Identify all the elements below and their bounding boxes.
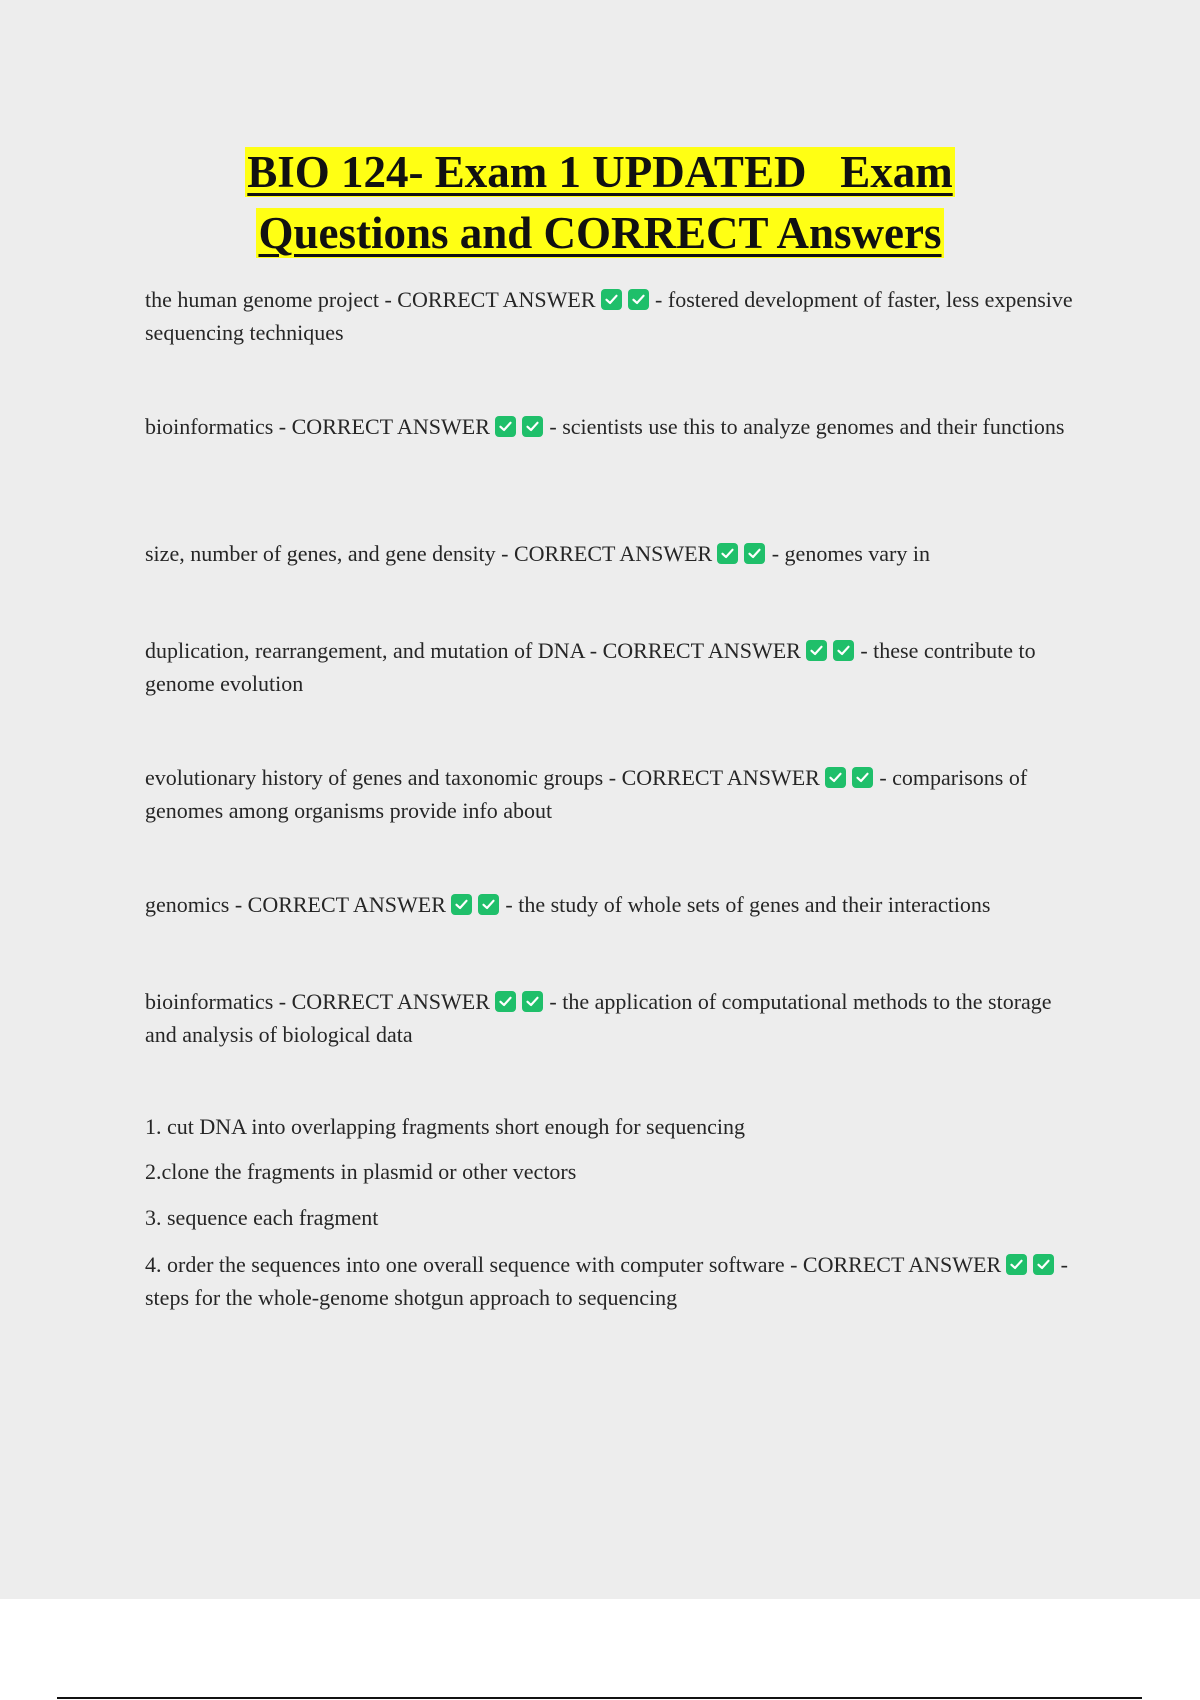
qa-entry [145, 985, 1085, 1051]
qa-entry [145, 634, 1085, 700]
entry-definition: - genomes vary in [771, 541, 930, 566]
check-mark-icon [522, 991, 543, 1012]
check-mark-icon [717, 543, 738, 564]
qa-entry [145, 410, 1085, 443]
entry-definition: - comparisons of genomes among organisms provide info about [145, 765, 1028, 823]
entry-definition: - the application of computational methods to the storage and analysis of biological data [145, 989, 1052, 1047]
check-mark-icon [1006, 1254, 1027, 1275]
check-mark-icon [478, 894, 499, 915]
check-mark-icon [522, 416, 543, 437]
check-mark-icon [833, 640, 854, 661]
step-line-4 [145, 1248, 1085, 1314]
entry-definition: - these contribute to genome evolution [145, 638, 1036, 696]
step-text: 1. cut DNA into overlapping fragments short enough for sequencing [145, 1114, 745, 1139]
qa-entry [145, 537, 1085, 570]
check-mark-icon [495, 991, 516, 1012]
document-title-line-1: BIO 124- Exam 1 UPDATED Exam [247, 147, 953, 197]
entry-definition: - fostered development of faster, less expensive sequencing techniques [145, 287, 1073, 345]
qa-entry [145, 761, 1085, 827]
check-mark-icon [451, 894, 472, 915]
entry-term: 4. order the sequences into one overall sequence with computer software - CORRECT ANSWER [145, 1252, 1002, 1277]
entry-term: bioinformatics - CORRECT ANSWER [145, 989, 490, 1014]
qa-entry [145, 283, 1085, 349]
check-mark-icon [825, 767, 846, 788]
entry-term: size, number of genes, and gene density - CORRECT ANSWER [145, 541, 713, 566]
check-mark-icon [852, 767, 873, 788]
document-title-line-2: Questions and CORRECT Answers [258, 208, 942, 258]
step-line-1 [145, 1110, 1085, 1143]
entry-term: the human genome project - CORRECT ANSWER [145, 287, 596, 312]
entry-term: bioinformatics - CORRECT ANSWER [145, 414, 490, 439]
step-line-2 [145, 1155, 1085, 1188]
title-area [0, 142, 1200, 264]
entry-definition: - the study of whole sets of genes and their interactions [505, 892, 991, 917]
entry-definition: - scientists use this to analyze genomes and their functions [549, 414, 1065, 439]
entry-term: genomics - CORRECT ANSWER [145, 892, 446, 917]
check-mark-icon [1033, 1254, 1054, 1275]
entry-term: evolutionary history of genes and taxonomic groups - CORRECT ANSWER [145, 765, 820, 790]
step-text: 3. sequence each fragment [145, 1205, 379, 1230]
qa-entry [145, 888, 1085, 921]
check-mark-icon [806, 640, 827, 661]
footer-divider [57, 1697, 1142, 1699]
check-mark-icon [495, 416, 516, 437]
check-mark-icon [628, 289, 649, 310]
entry-definition: - steps for the whole-genome shotgun approach to sequencing [145, 1252, 1068, 1310]
check-mark-icon [744, 543, 765, 564]
step-line-3 [145, 1201, 1085, 1234]
check-mark-icon [601, 289, 622, 310]
step-text: 2.clone the fragments in plasmid or other vectors [145, 1159, 577, 1184]
entry-term: duplication, rearrangement, and mutation of DNA - CORRECT ANSWER [145, 638, 801, 663]
